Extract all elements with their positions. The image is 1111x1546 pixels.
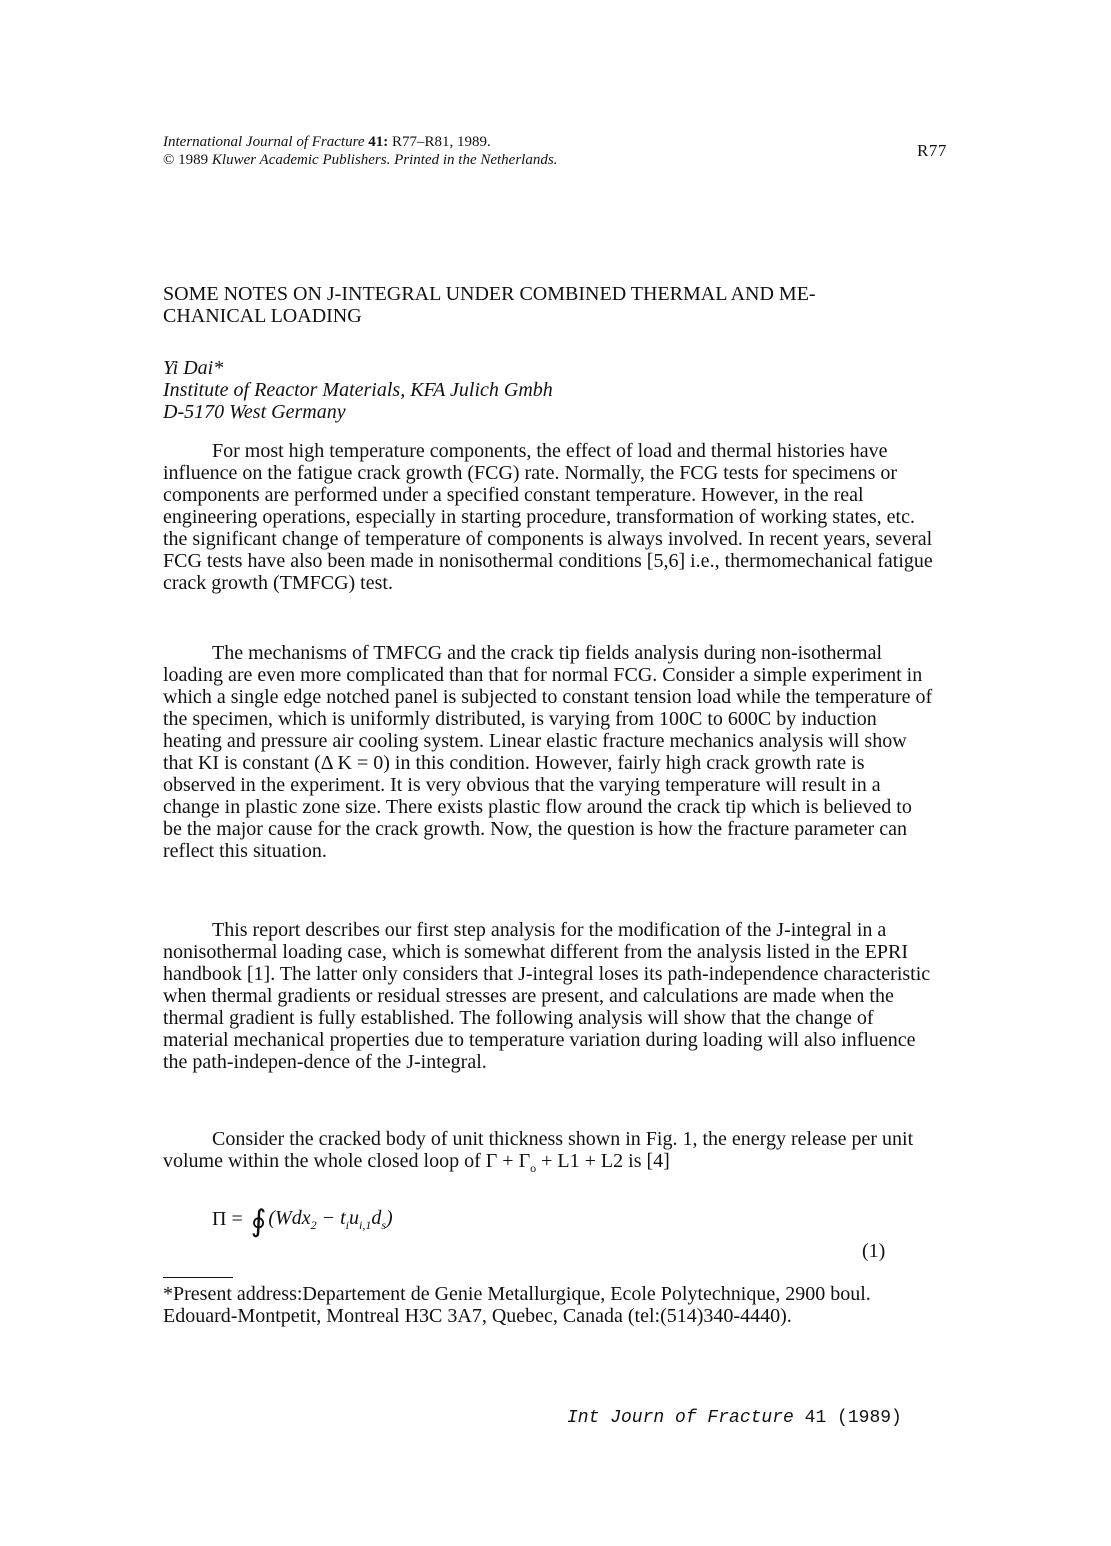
running-footer-volume-year: 41 (1989) — [793, 1408, 902, 1428]
eq-u: u — [348, 1206, 359, 1229]
footnote: *Present address:Departement de Genie Metallurgique, Ecole Polytechnique, 2900 boul. Edouard-Montpetit, Montreal H3C 3A7, Quebec, Canada (tel:(514)340-4440). — [163, 1283, 871, 1327]
title-line-1: SOME NOTES ON J-INTEGRAL UNDER COMBINED THERMAL AND ME- — [163, 283, 816, 305]
eq-sub-2: 2 — [310, 1217, 317, 1232]
eq-d: d — [371, 1206, 382, 1229]
paragraph-1: For most high temperature components, the effect of load and thermal histories have influence on the fatigue crack growth (FCG) rate. Normally, the FCG tests for specimens or components are performed under a specified constant temperature. However, in the real engineering operations, especially in starting procedure, transformation of working states, etc. the significant change of temperature of components is always involved. In recent years, several FCG tests have also been made in nonisothermal conditions [5,6] i.e., thermomechanical fatigue crack growth (TMFCG) test. — [163, 440, 933, 594]
eq-sub-i: i — [345, 1217, 349, 1232]
copyright-prefix: © 1989 — [163, 152, 212, 168]
paragraph-3: This report describes our first step analysis for the modification of the J-integral in a nonisothermal loading case, which is somewhat different from the analysis listed in the EPRI handbook [1]. The latter only considers that J-integral loses its path-independence characteristic when thermal gradients or residual stresses are present, and calculations are made when the thermal gradient is fully established. The following analysis will show that the change of material mechanical properties due to temperature variation during loading will also influence the path-indepen-dence of the J-integral. — [163, 919, 931, 1073]
journal-volume: 41: — [368, 134, 389, 150]
journal-name: International Journal of Fracture — [163, 134, 365, 150]
contour-integral-symbol: ∮ — [250, 1205, 267, 1238]
author-address: D-5170 West Germany — [163, 401, 346, 423]
author-block — [163, 357, 863, 423]
running-footer-journal: Int Journ of Fracture — [567, 1408, 794, 1428]
eq-open: (Wdx — [268, 1206, 311, 1229]
journal-line-1 — [163, 133, 557, 151]
paragraph-4 — [163, 1128, 933, 1179]
footnote-divider — [163, 1277, 233, 1278]
journal-pages-year: R77–R81, 1989. — [388, 134, 491, 150]
equation-lhs: Π = — [212, 1208, 243, 1230]
paragraph-4-text-a: Consider the cracked body of unit thickness shown in Fig. 1, the energy release per unit volume within the whole closed loop of Γ + Γ — [163, 1128, 914, 1172]
journal-citation — [163, 133, 557, 169]
author-name: Yi Dai* — [163, 357, 224, 379]
eq-close: ) — [386, 1206, 393, 1229]
equation-number: (1) — [862, 1240, 886, 1262]
equation-body — [268, 1207, 392, 1233]
equation-1 — [212, 1202, 393, 1237]
journal-line-2 — [163, 151, 557, 169]
paragraph-2: The mechanisms of TMFCG and the crack tip fields analysis during non-isothermal loading are even more complicated than that for normal FCG. Consider a simple experiment in which a single edge notched panel is subjected to constant tension load while the temperature of the specimen, which is uniformly distributed, is varying from 100C to 600C by induction heating and pressure air cooling system. Linear elastic fracture mechanics analysis will show that KI is constant (Δ K = 0) in this condition. However, fairly high crack growth rate is observed in the experiment. It is very obvious that the varying temperature will result in a change in plastic zone size. There exists plastic flow around the crack tip which is believed to be the major cause for the crack growth. Now, the question is how the fracture parameter can reflect this situation. — [163, 642, 933, 862]
title-line-2: CHANICAL LOADING — [163, 305, 362, 327]
author-institute: Institute of Reactor Materials, KFA Julich Gmbh — [163, 379, 553, 401]
copyright-publisher: Kluwer Academic Publishers. Printed in the Netherlands. — [211, 152, 558, 168]
eq-sub-s: s — [381, 1217, 386, 1232]
page-number: R77 — [917, 141, 947, 160]
running-footer — [567, 1408, 902, 1428]
paragraph-4-text-b: + L1 + L2 is [4] — [536, 1150, 670, 1172]
gamma-subscript: o — [530, 1161, 537, 1175]
eq-minus-t: − t — [316, 1206, 346, 1229]
eq-sub-i1: i,1 — [358, 1217, 372, 1232]
paper-title — [163, 283, 923, 327]
